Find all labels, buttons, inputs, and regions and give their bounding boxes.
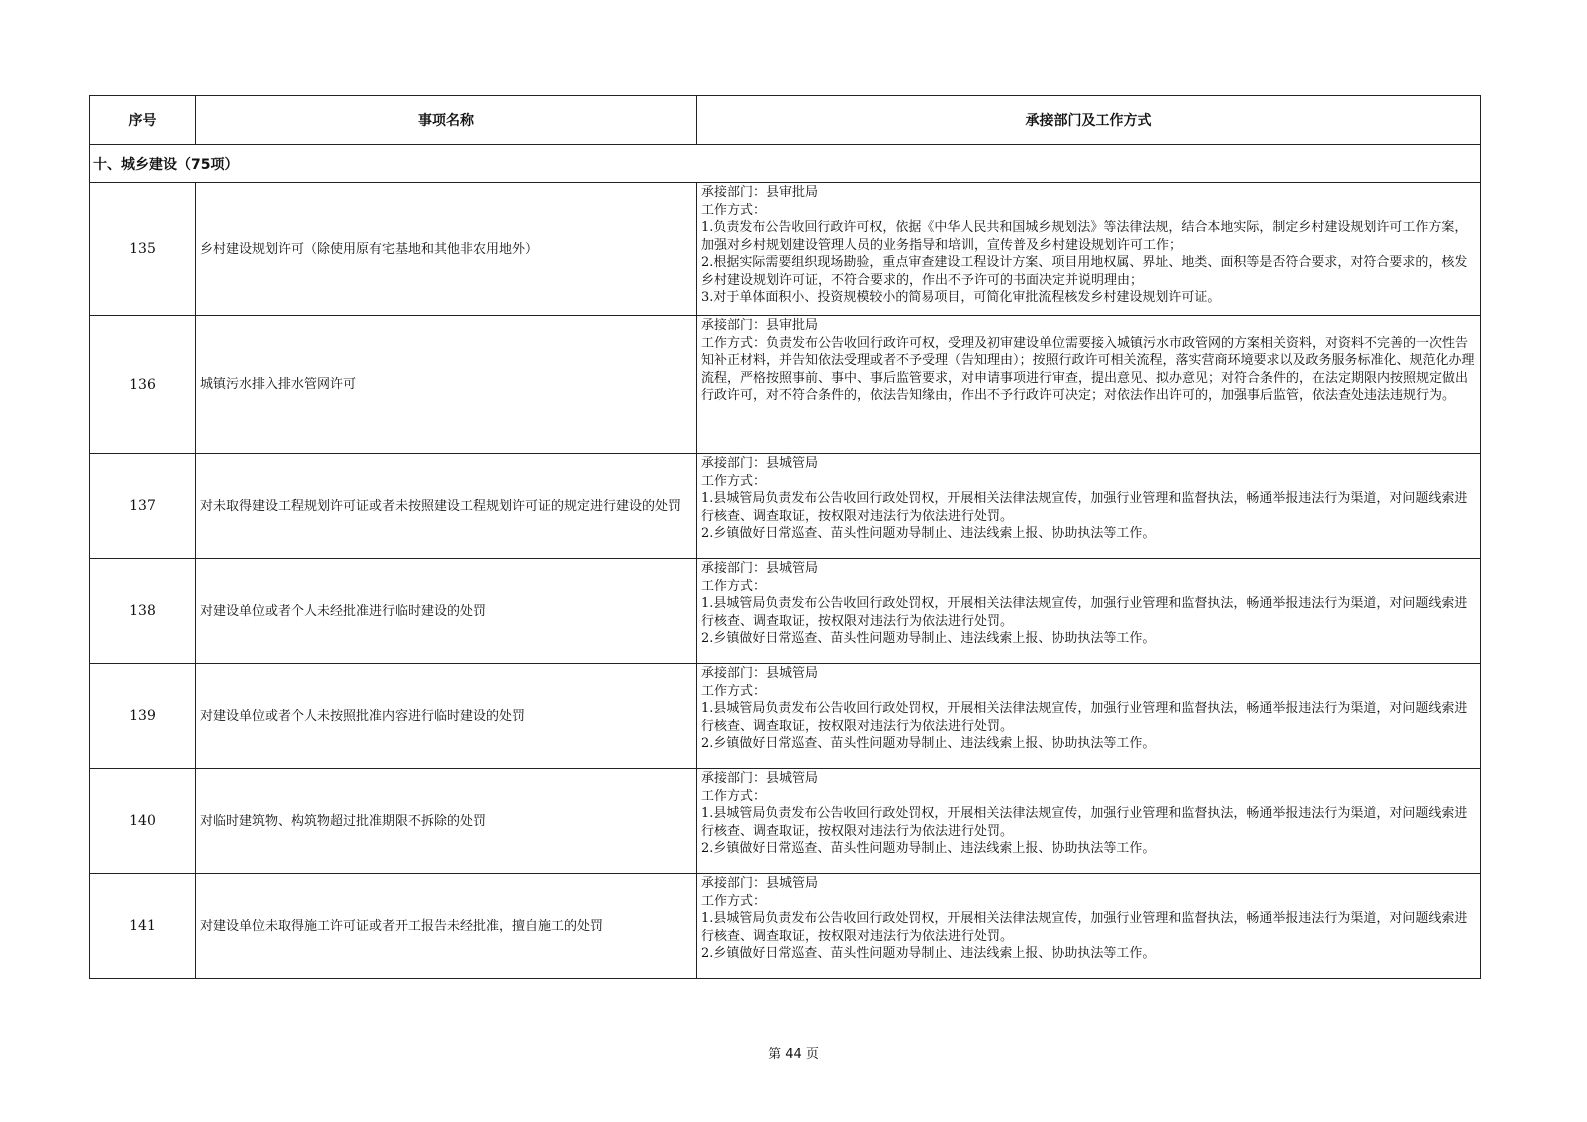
dept-line: 工作方式： bbox=[701, 473, 767, 489]
row-item-name: 对建设单位或者个人未按照批准内容进行临时建设的处罚 bbox=[196, 664, 697, 769]
dept-line: 1.负责发布公告收回行政许可权，依据《中华人民共和国城乡规划法》等法律法规，结合本地实际，制定乡村建设规划许可工作方案，加强对乡村规划建设管理人员的业务指导和培训，宣传普及乡村建设规划许可工作； bbox=[701, 220, 1468, 253]
section-row bbox=[90, 145, 1481, 183]
dept-line: 1.县城管局负责发布公告收回行政处罚权，开展相关法律法规宣传，加强行业管理和监督执法，畅通举报违法行为渠道，对问题线索进行核查、调查取证，按权限对违法行为依法进行处罚。 bbox=[701, 806, 1468, 839]
row-number: 135 bbox=[90, 183, 196, 316]
row-item-name: 乡村建设规划许可（除使用原有宅基地和其他非农用地外） bbox=[196, 183, 697, 316]
dept-line: 承接部门：县审批局 bbox=[701, 185, 819, 200]
table-row bbox=[90, 874, 1481, 979]
table-row bbox=[90, 316, 1481, 454]
table-row bbox=[90, 183, 1481, 316]
dept-line: 工作方式： bbox=[701, 202, 767, 218]
table-row bbox=[90, 769, 1481, 874]
dept-line: 承接部门：县城管局 bbox=[701, 876, 819, 891]
row-dept-method bbox=[697, 874, 1481, 979]
row-item-name: 对临时建筑物、构筑物超过批准期限不拆除的处罚 bbox=[196, 769, 697, 874]
page-footer: 第 44 页 bbox=[768, 1047, 819, 1062]
row-dept-method bbox=[697, 183, 1481, 316]
row-number: 140 bbox=[90, 769, 196, 874]
row-number: 139 bbox=[90, 664, 196, 769]
dept-line: 1.县城管局负责发布公告收回行政处罚权，开展相关法律法规宣传，加强行业管理和监督执法，畅通举报违法行为渠道，对问题线索进行核查、调查取证，按权限对违法行为依法进行处罚。 bbox=[701, 491, 1468, 524]
dept-line: 承接部门：县城管局 bbox=[701, 666, 819, 681]
row-dept-method bbox=[697, 316, 1481, 454]
row-dept-method bbox=[697, 559, 1481, 664]
table-row bbox=[90, 559, 1481, 664]
header-row bbox=[90, 96, 1481, 145]
section-title: 十、城乡建设（75项） bbox=[90, 145, 1481, 183]
dept-line: 1.县城管局负责发布公告收回行政处罚权，开展相关法律法规宣传，加强行业管理和监督执法，畅通举报违法行为渠道，对问题线索进行核查、调查取证，按权限对违法行为依法进行处罚。 bbox=[701, 596, 1468, 629]
row-dept-method bbox=[697, 664, 1481, 769]
row-item-name: 对建设单位未取得施工许可证或者开工报告未经批准，擅自施工的处罚 bbox=[196, 874, 697, 979]
dept-line: 2.乡镇做好日常巡查、苗头性问题劝导制止、违法线索上报、协助执法等工作。 bbox=[701, 631, 1156, 646]
dept-line: 工作方式： bbox=[701, 683, 767, 699]
header-num: 序号 bbox=[90, 96, 196, 145]
dept-line: 2.乡镇做好日常巡查、苗头性问题劝导制止、违法线索上报、协助执法等工作。 bbox=[701, 526, 1156, 541]
dept-line: 承接部门：县审批局 bbox=[701, 318, 819, 333]
dept-line: 承接部门：县城管局 bbox=[701, 771, 819, 786]
dept-line: 承接部门：县城管局 bbox=[701, 561, 819, 576]
dept-line: 3.对于单体面积小、投资规模较小的简易项目，可简化审批流程核发乡村建设规划许可证。 bbox=[701, 290, 1221, 305]
dept-line: 1.县城管局负责发布公告收回行政处罚权，开展相关法律法规宣传，加强行业管理和监督执法，畅通举报违法行为渠道，对问题线索进行核查、调查取证，按权限对违法行为依法进行处罚。 bbox=[701, 911, 1468, 944]
row-number: 138 bbox=[90, 559, 196, 664]
row-number: 136 bbox=[90, 316, 196, 454]
dept-line: 2.根据实际需要组织现场勘验，重点审查建设工程设计方案、项目用地权属、界址、地类、面积等是否符合要求，对符合要求的，核发乡村建设规划许可证，不符合要求的，作出不予许可的书面决定并说明理由； bbox=[701, 255, 1468, 288]
dept-line: 工作方式： bbox=[701, 578, 767, 594]
row-item-name: 城镇污水排入排水管网许可 bbox=[196, 316, 697, 454]
dept-line: 工作方式： bbox=[701, 893, 767, 909]
row-number: 137 bbox=[90, 454, 196, 559]
row-dept-method bbox=[697, 454, 1481, 559]
row-item-name: 对未取得建设工程规划许可证或者未按照建设工程规划许可证的规定进行建设的处罚 bbox=[196, 454, 697, 559]
dept-line: 2.乡镇做好日常巡查、苗头性问题劝导制止、违法线索上报、协助执法等工作。 bbox=[701, 736, 1156, 751]
dept-line: 承接部门：县城管局 bbox=[701, 456, 819, 471]
row-number: 141 bbox=[90, 874, 196, 979]
header-name: 事项名称 bbox=[196, 96, 697, 145]
header-dept: 承接部门及工作方式 bbox=[697, 96, 1481, 145]
dept-line: 2.乡镇做好日常巡查、苗头性问题劝导制止、违法线索上报、协助执法等工作。 bbox=[701, 841, 1156, 856]
dept-line: 工作方式： bbox=[701, 788, 767, 804]
matters-table bbox=[89, 95, 1481, 979]
dept-line: 工作方式：负责发布公告收回行政许可权，受理及初审建设单位需要接入城镇污水市政管网的方案相关资料，对资料不完善的一次性告知补正材料，并告知依法受理或者不予受理（告知理由）；按照行政许可相关流程，落实营商环境要求以及政务服务标准化、规范化办理流程，严格按照事前、事中、事后监管要求，对申请事项进行审查，提出意见、拟办意见；对符合条件的，在法定期限内按照规定做出行政许可，对不符合条件的，依法告知缘由，作出不予行政许可决定；对依法作出许可的，加强事后监管，依法查处违法违规行为。 bbox=[701, 335, 1475, 403]
row-item-name: 对建设单位或者个人未经批准进行临时建设的处罚 bbox=[196, 559, 697, 664]
dept-line: 2.乡镇做好日常巡查、苗头性问题劝导制止、违法线索上报、协助执法等工作。 bbox=[701, 946, 1156, 961]
dept-line: 1.县城管局负责发布公告收回行政处罚权，开展相关法律法规宣传，加强行业管理和监督执法，畅通举报违法行为渠道，对问题线索进行核查、调查取证，按权限对违法行为依法进行处罚。 bbox=[701, 701, 1468, 734]
table-row bbox=[90, 664, 1481, 769]
row-dept-method bbox=[697, 769, 1481, 874]
table-row bbox=[90, 454, 1481, 559]
